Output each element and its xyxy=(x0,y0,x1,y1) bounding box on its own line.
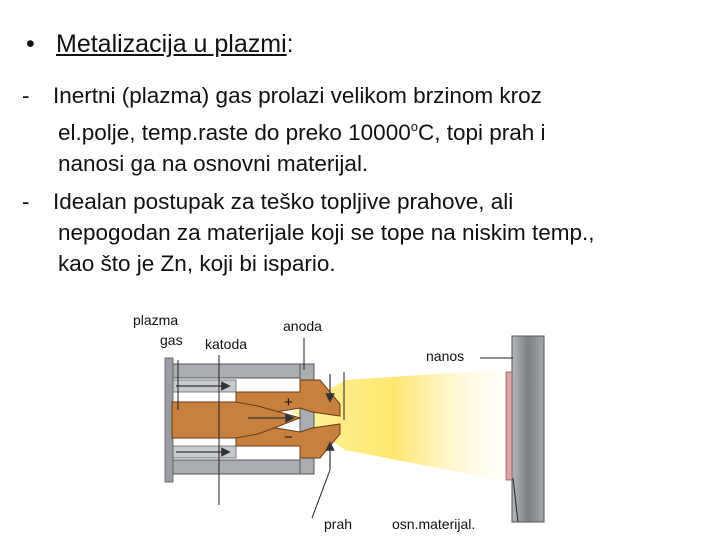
title-text: Metalizacija u plazmi xyxy=(56,30,287,58)
paragraph-2-line-1: Idealan postupak za teško topljive prahove, ali xyxy=(53,189,514,214)
paragraph-1-line-1: Inertni (plazma) gas prolazi velikom brzinom kroz xyxy=(53,83,542,108)
paragraph-1-line-2-a: el.polje, temp.raste do preko 10000 xyxy=(58,120,411,145)
label-katoda: katoda xyxy=(205,336,248,352)
label-prah: prah xyxy=(324,516,353,532)
paragraph-2-marker: - xyxy=(22,189,30,214)
title-bullet: • xyxy=(26,30,35,58)
label-plazma: plazma xyxy=(133,312,179,328)
base-material xyxy=(512,336,544,522)
plus-sign: + xyxy=(284,394,293,411)
coating xyxy=(506,372,512,480)
label-gas: gas xyxy=(160,332,183,348)
paragraph-2-line-3: kao što je Zn, koji bi ispario. xyxy=(58,251,336,276)
label-nanos: nanos xyxy=(426,348,465,364)
label-osn-materijal: osn.materijal. xyxy=(392,516,476,532)
minus-sign: − xyxy=(284,429,293,446)
paragraph-1-line-3: nanosi ga na osnovni materijal. xyxy=(58,151,369,176)
plasma-jet xyxy=(292,370,520,480)
paragraph-1-line-2-b: C, topi prah i xyxy=(417,120,546,145)
label-anoda: anoda xyxy=(283,318,322,334)
degree-sup: o xyxy=(410,119,418,134)
title-colon: : xyxy=(286,30,294,58)
paragraph-2-line-2: nepogodan za materijale koji se tope na niskim temp., xyxy=(58,220,595,245)
paragraph-1-marker: - xyxy=(22,83,30,108)
